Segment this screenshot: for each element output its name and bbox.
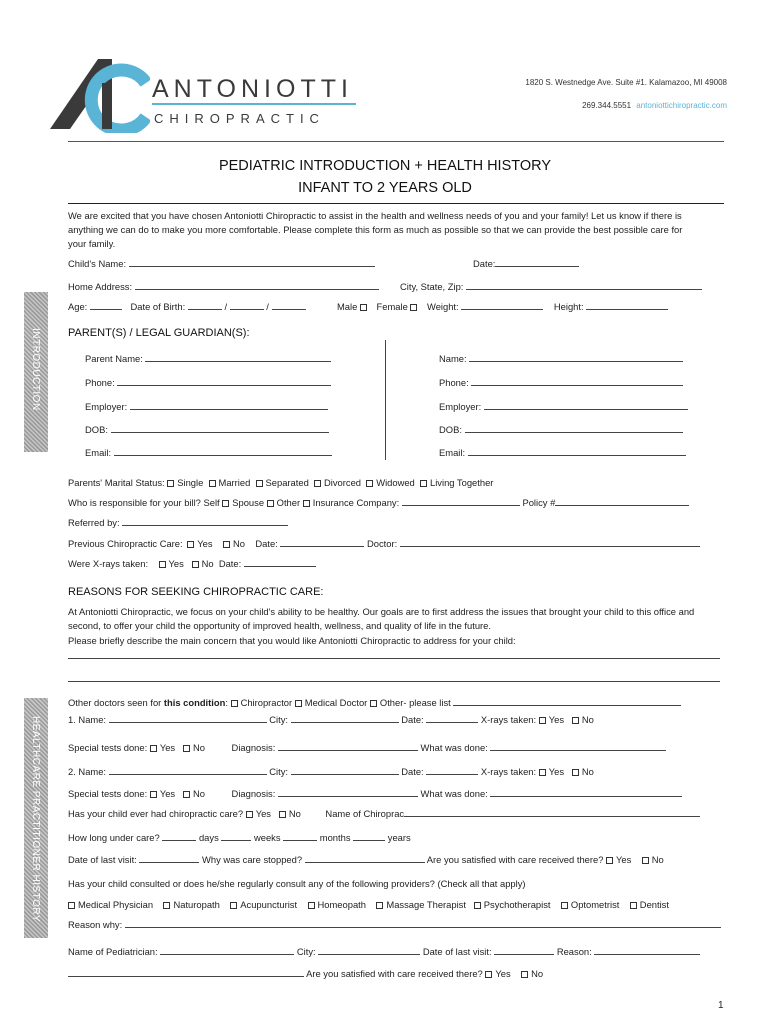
- reason-why-field[interactable]: [125, 919, 721, 928]
- date-row: Date:: [473, 258, 579, 269]
- concern-line-1[interactable]: [68, 650, 720, 659]
- parent2-dob-field[interactable]: [465, 424, 683, 433]
- other-doctors-row: Other doctors seen for this condition: Chiropractor Medical Doctor Other- please list: [68, 697, 681, 708]
- had-chiro-no-checkbox[interactable]: [279, 811, 286, 818]
- parent1-email-row: Email:: [85, 447, 332, 458]
- parent1-name-row: Parent Name:: [85, 353, 331, 364]
- care-days-field[interactable]: [162, 832, 196, 841]
- doctor2-what-done-field[interactable]: [490, 788, 682, 797]
- xrays-date-field[interactable]: [244, 558, 316, 567]
- office-phone: 269.344.5551: [582, 101, 632, 110]
- psychotherapist-checkbox[interactable]: [474, 902, 481, 909]
- city-state-zip-field[interactable]: [466, 281, 702, 290]
- intro-paragraph: We are excited that you have chosen Antoniotti Chiropractic to assist in the health and wellness needs of you and your family! Let us know if there is anything we can do to make you more comfortable. Please complete this form as much as possible so that we can provide the best possible care for your family.: [68, 210, 683, 249]
- care-months-field[interactable]: [283, 832, 317, 841]
- parent1-phone-row: Phone:: [85, 377, 331, 388]
- prev-chiro-yes-checkbox[interactable]: [187, 541, 194, 548]
- logo: [50, 55, 360, 133]
- bill-row: Who is responsible for your bill? Self Spouse Other Insurance Company: Policy #: [68, 497, 689, 508]
- doctor2-row: 2. Name: City: Date: X-rays taken: Yes No: [68, 766, 594, 777]
- pediatrician-last-visit-field[interactable]: [494, 946, 554, 955]
- insurance-company-field[interactable]: [402, 497, 520, 506]
- chiropractor-checkbox[interactable]: [231, 700, 238, 707]
- female-checkbox[interactable]: [410, 304, 417, 311]
- doctor1-xrays-no-checkbox[interactable]: [572, 717, 579, 724]
- parent2-employer-field[interactable]: [484, 401, 688, 410]
- doctor2-tests-no-checkbox[interactable]: [183, 791, 190, 798]
- city-state-zip-row: City, State, Zip:: [400, 281, 702, 292]
- medical-doctor-checkbox[interactable]: [295, 700, 302, 707]
- doctor1-name-field[interactable]: [109, 714, 267, 723]
- parent1-phone-field[interactable]: [117, 377, 331, 386]
- brand-rule: [152, 103, 356, 105]
- referred-by-row: Referred by:: [68, 517, 288, 528]
- height-field[interactable]: [586, 301, 668, 310]
- prev-chiro-row: Previous Chiropractic Care: Yes No Date: Doctor:: [68, 538, 700, 549]
- page-number: 1: [718, 1000, 724, 1011]
- reasons-heading: REASONS FOR SEEKING CHIROPRACTIC CARE:: [68, 586, 324, 598]
- satisfied-no-checkbox[interactable]: [642, 857, 649, 864]
- xrays-no-checkbox[interactable]: [192, 561, 199, 568]
- parent2-name-field[interactable]: [469, 353, 683, 362]
- doctor2-diagnosis-field[interactable]: [278, 788, 418, 797]
- office-contact: [582, 101, 727, 110]
- pediatrician-city-field[interactable]: [318, 946, 420, 955]
- reason-why-row: Reason why:: [68, 919, 721, 930]
- doctor1-row: 1. Name: City: Date: X-rays taken: Yes No: [68, 714, 594, 725]
- pediatrician-extra-field[interactable]: [68, 968, 304, 977]
- married-checkbox[interactable]: [209, 480, 216, 487]
- doctor1-what-done-field[interactable]: [490, 742, 666, 751]
- medical-physician-checkbox[interactable]: [68, 902, 75, 909]
- form-title-line2: INFANT TO 2 YEARS OLD: [298, 180, 472, 196]
- chiro-name-field[interactable]: [404, 808, 700, 817]
- parents-divider: [385, 340, 386, 460]
- living-together-checkbox[interactable]: [420, 480, 427, 487]
- weight-field[interactable]: [461, 301, 543, 310]
- optometrist-checkbox[interactable]: [561, 902, 568, 909]
- pediatrician-reason-field[interactable]: [594, 946, 700, 955]
- parents-heading: PARENT(S) / LEGAL GUARDIAN(S):: [68, 327, 250, 339]
- xrays-yes-checkbox[interactable]: [159, 561, 166, 568]
- last-visit-field[interactable]: [139, 854, 199, 863]
- had-chiro-yes-checkbox[interactable]: [246, 811, 253, 818]
- doctor1-tests-no-checkbox[interactable]: [183, 745, 190, 752]
- other-doctor-checkbox[interactable]: [370, 700, 377, 707]
- doctor2-xrays-yes-checkbox[interactable]: [539, 769, 546, 776]
- male-checkbox[interactable]: [360, 304, 367, 311]
- xrays-row: Were X-rays taken: Yes No Date:: [68, 558, 316, 569]
- pediatrician-row: Name of Pediatrician: City: Date of last visit: Reason:: [68, 946, 700, 957]
- brand-name: ANTONIOTTI: [152, 75, 353, 103]
- office-website[interactable]: antoniottichiropractic.com: [636, 101, 727, 110]
- self-checkbox[interactable]: [222, 500, 229, 507]
- title-divider: [68, 203, 724, 204]
- providers-row: Medical Physician Naturopath Acupuncturist Homeopath Massage Therapist Psychotherapist Optometrist Dentist: [68, 899, 669, 910]
- history-tab: HEALTHCARE PRACTITIONER HISTORY: [24, 698, 48, 938]
- introduction-tab: INTRODUCTION: [24, 292, 48, 452]
- date-field[interactable]: [495, 258, 579, 267]
- acupuncturist-checkbox[interactable]: [230, 902, 237, 909]
- care-years-field[interactable]: [353, 832, 385, 841]
- prev-chiro-date-field[interactable]: [280, 538, 364, 547]
- single-checkbox[interactable]: [167, 480, 174, 487]
- parent2-phone-field[interactable]: [471, 377, 683, 386]
- age-row: Age: Date of Birth: / /: [68, 301, 306, 312]
- doctor2-city-field[interactable]: [291, 766, 399, 775]
- separated-checkbox[interactable]: [256, 480, 263, 487]
- concern-line-2[interactable]: [68, 673, 720, 682]
- doctor1-date-field[interactable]: [426, 714, 478, 723]
- doctor1-tests-yes-checkbox[interactable]: [150, 745, 157, 752]
- had-chiro-row: Has your child ever had chiropractic care? Yes No Name of Chiroprac: [68, 808, 700, 819]
- form-title-line1: PEDIATRIC INTRODUCTION + HEALTH HISTORY: [218, 158, 552, 174]
- parent1-employer-row: Employer:: [85, 401, 328, 412]
- brand-sub: CHIROPRACTIC: [154, 111, 325, 126]
- dentist-checkbox[interactable]: [630, 902, 637, 909]
- ped-satisfied-no-checkbox[interactable]: [521, 971, 528, 978]
- doctor1-xrays-yes-checkbox[interactable]: [539, 717, 546, 724]
- last-visit-row: Date of last visit: Why was care stopped? Are you satisfied with care received there? Yes No: [68, 854, 664, 865]
- doctor1-tests-row: Special tests done: Yes No Diagnosis: What was done:: [68, 742, 666, 753]
- parent1-dob-row: DOB:: [85, 424, 329, 435]
- naturopath-checkbox[interactable]: [163, 902, 170, 909]
- dob-day-field[interactable]: [230, 301, 264, 310]
- referred-by-field[interactable]: [122, 517, 288, 526]
- spouse-checkbox[interactable]: [267, 500, 274, 507]
- other-doctor-field[interactable]: [453, 697, 681, 706]
- parent1-dob-field[interactable]: [111, 424, 329, 433]
- ped-satisfied-yes-checkbox[interactable]: [485, 971, 492, 978]
- doctor1-diagnosis-field[interactable]: [278, 742, 418, 751]
- age-field[interactable]: [90, 301, 122, 310]
- header-divider: [68, 141, 724, 142]
- doctor1-city-field[interactable]: [291, 714, 399, 723]
- doctor2-name-field[interactable]: [109, 766, 267, 775]
- marital-status-row: Parents' Marital Status: Single Married Separated Divorced Widowed Living Together: [68, 477, 494, 488]
- prev-chiro-doctor-field[interactable]: [400, 538, 700, 547]
- parent2-phone-row: Phone:: [439, 377, 683, 388]
- child-name-row: Child's Name:: [68, 258, 375, 269]
- logo-mark-icon: [50, 55, 150, 133]
- office-address: 1820 S. Westnedge Ave. Suite #1. Kalamazoo, MI 49008: [525, 78, 727, 87]
- sex-row: Male Female Weight: Height:: [337, 301, 668, 312]
- dob-month-field[interactable]: [188, 301, 222, 310]
- doctor2-date-field[interactable]: [426, 766, 478, 775]
- massage-therapist-checkbox[interactable]: [376, 902, 383, 909]
- other-checkbox[interactable]: [303, 500, 310, 507]
- homeopath-checkbox[interactable]: [308, 902, 315, 909]
- reasons-paragraph: At Antoniotti Chiropractic, we focus on your child's ability to be healthy. Our goals are to first address the issues that brought your child to this office and second, to offer your child the opportunity of improved health, wellness, and quality of life in the future.: [68, 606, 695, 631]
- home-address-field[interactable]: [135, 281, 379, 290]
- doctor2-tests-yes-checkbox[interactable]: [150, 791, 157, 798]
- parent2-email-field[interactable]: [468, 447, 686, 456]
- reasons-instruction: Please briefly describe the main concern that you would like Antoniotti Chiropractic to address for your child:: [68, 635, 516, 646]
- pediatrician-name-field[interactable]: [160, 946, 294, 955]
- parent2-email-row: Email:: [439, 447, 686, 458]
- parent2-employer-row: Employer:: [439, 401, 688, 412]
- parent1-employer-field[interactable]: [130, 401, 328, 410]
- pediatrician-satisfied-row: Are you satisfied with care received there? Yes No: [68, 968, 543, 979]
- prev-chiro-no-checkbox[interactable]: [223, 541, 230, 548]
- doctor2-xrays-no-checkbox[interactable]: [572, 769, 579, 776]
- doctor2-tests-row: Special tests done: Yes No Diagnosis: What was done:: [68, 788, 682, 799]
- widowed-checkbox[interactable]: [366, 480, 373, 487]
- home-address-row: Home Address:: [68, 281, 379, 292]
- dob-year-field[interactable]: [272, 301, 306, 310]
- divorced-checkbox[interactable]: [314, 480, 321, 487]
- how-long-row: How long under care? days weeks months years: [68, 832, 411, 843]
- parent2-dob-row: DOB:: [439, 424, 683, 435]
- child-name-field[interactable]: [129, 258, 375, 267]
- policy-field[interactable]: [555, 497, 689, 506]
- parent2-name-row: Name:: [439, 353, 683, 364]
- why-stopped-field[interactable]: [305, 854, 425, 863]
- parent1-email-field[interactable]: [114, 447, 332, 456]
- satisfied-yes-checkbox[interactable]: [606, 857, 613, 864]
- parent1-name-field[interactable]: [145, 353, 331, 362]
- care-weeks-field[interactable]: [221, 832, 251, 841]
- consult-question: Has your child consulted or does he/she regularly consult any of the following providers? (Check all that apply): [68, 878, 526, 889]
